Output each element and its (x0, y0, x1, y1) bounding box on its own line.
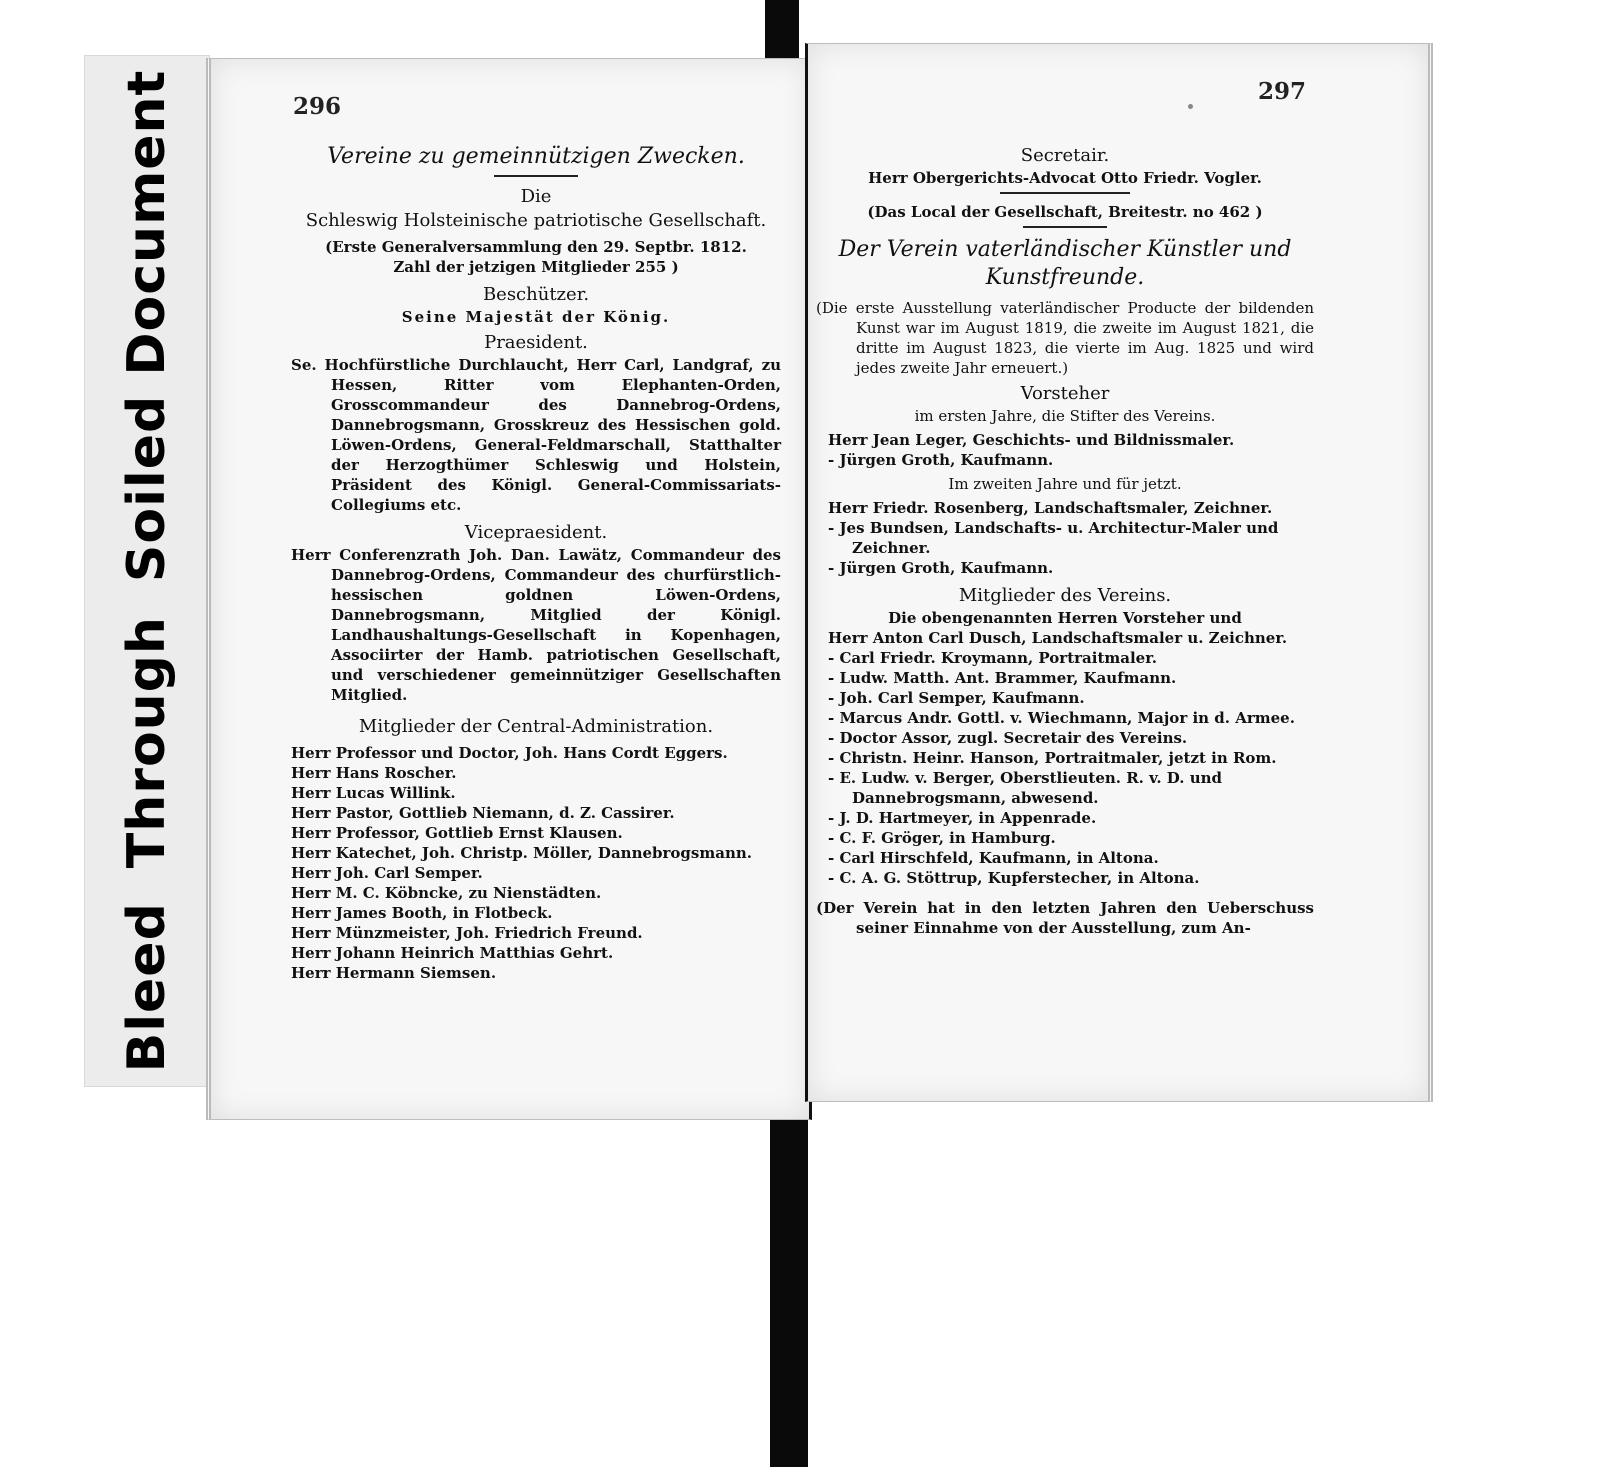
list-item: - Joh. Carl Semper, Kaufmann. (828, 689, 1085, 707)
margin-label-word-2: Through (117, 616, 177, 869)
right-page (805, 43, 1433, 1102)
list-item: - Marcus Andr. Gottl. v. Wiechmann, Major in d. Armee. (828, 709, 1295, 727)
margin-label-word-1: Bleed (117, 902, 177, 1073)
gutter-top-bar (765, 0, 799, 58)
list-item: - Christn. Heinr. Hanson, Portraitmaler, jetzt in Rom. (828, 749, 1277, 767)
list-item: Herr Katechet, Joh. Christp. Möller, Dannebrogsmann. (291, 844, 752, 862)
list-item: - J. D. Hartmeyer, in Appenrade. (828, 809, 1097, 827)
society-location: (Das Local der Gesellschaft, Breitestr. no 462 ) (867, 203, 1263, 221)
page-number-right: 297 (1257, 78, 1306, 105)
section-heading: Vereine zu gemeinnützigen Zwecken. (327, 144, 745, 169)
list-item: Herr Hans Roscher. (291, 764, 457, 782)
list-item: - Carl Hirschfeld, Kaufmann, in Altona. (828, 849, 1159, 867)
founding-line-2: Zahl der jetzigen Mitglieder 255 ) (393, 258, 679, 276)
list-item: Herr Anton Carl Dusch, Landschaftsmaler u. Zeichner. (828, 629, 1288, 647)
second-year-heading: Im zweiten Jahre und für jetzt. (948, 475, 1182, 493)
president-text: Se. Hochfürstliche Durchlaucht, Herr Carl, Landgraf, zu Hessen, Ritter vom Elephanten-Orden, Grosscommandeur des Dannebrog-Ordens, Dannebrogsmann, Grosskreuz des Hessischen gold. Löwen-Ordens, General-Feldmarschall, Statthalter der Herzogthümer Schleswig und Holstein, Präsident des Königl. General-Commissariats-Collegiums etc. (291, 356, 781, 514)
left-page (206, 58, 812, 1120)
closing-text: (Der Verein hat in den letzten Jahren den Ueberschuss seiner Einnahme von der Ausstellung, zum An- (816, 899, 1314, 937)
society-die: Die (520, 186, 552, 207)
list-item: Herr Pastor, Gottlieb Niemann, d. Z. Cassirer. (291, 804, 675, 822)
vorsteher-title: Vorsteher (1020, 383, 1110, 404)
list-item: Herr James Booth, in Flotbeck. (291, 904, 553, 922)
right-page-column (816, 144, 1314, 938)
list-item: Herr Lucas Willink. (291, 784, 456, 802)
members-title: Mitglieder des Vereins. (958, 585, 1172, 606)
margin-label (117, 70, 177, 1073)
left-page-column (291, 143, 781, 983)
list-item: - C. F. Gröger, in Hamburg. (828, 829, 1056, 847)
list-item: - C. A. G. Stöttrup, Kupferstecher, in Altona. (828, 869, 1200, 887)
list-item: - Jürgen Groth, Kaufmann. (828, 559, 1054, 577)
list-item: - Jürgen Groth, Kaufmann. (828, 451, 1054, 469)
secretary-rule (1000, 192, 1130, 194)
list-item: - Doctor Assor, zugl. Secretair des Vereins. (828, 729, 1188, 747)
central-members-list (291, 743, 781, 983)
members-intro: Die obengenannten Herren Vorsteher und (888, 609, 1242, 627)
second-year-members (816, 498, 1314, 578)
list-item: Herr Hermann Siemsen. (291, 964, 497, 982)
page-number-left: 296 (293, 93, 342, 120)
list-item: - E. Ludw. v. Berger, Oberstlieuten. R. v. D. und Dannebrogsmann, abwesend. (828, 769, 1222, 807)
margin-label-word-3: Soiled Document (117, 69, 177, 583)
location-rule (1023, 226, 1107, 228)
list-item: Herr Professor, Gottlieb Ernst Klausen. (291, 824, 623, 842)
vicepresident-title: Vicepraesident. (464, 522, 608, 543)
list-item: Herr Joh. Carl Semper. (291, 864, 483, 882)
heading-rule (494, 175, 578, 177)
central-administration-title: Mitglieder der Central-Administration. (358, 716, 714, 737)
vicepresident-text: Herr Conferenzrath Joh. Dan. Lawätz, Commandeur des Dannebrog-Ordens, Commandeur des churfürstlich-hessischen goldnen Löwen-Ordens, Dannebrogsmann, Mitglied der Königl. Landhaushaltungs-Gesellschaft in Kopenhagen, Associirter der Hamb. patriotischen Gesellschaft, und verschiedener gemeinnütziger Gesellschaften Mitglied. (291, 546, 781, 704)
page-speck (1188, 104, 1193, 109)
list-item: Herr M. C. Köbncke, zu Nienstädten. (291, 884, 602, 902)
list-item: Herr Jean Leger, Geschichts- und Bildnissmaler. (828, 431, 1235, 449)
protector-name: Seine Majestät der König. (401, 308, 671, 326)
secretary-name: Herr Obergerichts-Advocat Otto Friedr. Vogler. (868, 169, 1262, 187)
society-name: Schleswig Holsteinische patriotische Gesellschaft. (305, 210, 767, 231)
gutter-bottom-bar (770, 1098, 808, 1467)
verein-heading-line-2: Kunstfreunde. (985, 265, 1145, 290)
list-item: - Carl Friedr. Kroymann, Portraitmaler. (828, 649, 1157, 667)
margin-label-strip (84, 55, 210, 1087)
list-item: - Ludw. Matth. Ant. Brammer, Kaufmann. (828, 669, 1177, 687)
list-item: Herr Friedr. Rosenberg, Landschaftsmaler, Zeichner. (828, 499, 1273, 517)
list-item: Herr Münzmeister, Joh. Friedrich Freund. (291, 924, 643, 942)
exhibition-text: (Die erste Ausstellung vaterländischer Producte der bildenden Kunst war im August 1819, die zweite im August 1821, die dritte im August 1823, die vierte im Aug. 1825 und wird jedes zweite Jahr erneuert.) (816, 299, 1314, 377)
members-list (816, 628, 1314, 888)
president-title: Praesident. (484, 332, 588, 353)
founding-line-1: (Erste Generalversammlung den 29. Septbr. 1812. (325, 238, 747, 256)
first-year-heading: im ersten Jahre, die Stifter des Vereins. (914, 407, 1216, 425)
protector-title: Beschützer. (482, 284, 590, 305)
list-item: Herr Johann Heinrich Matthias Gehrt. (291, 944, 614, 962)
list-item: - Jes Bundsen, Landschafts- u. Architectur-Maler und Zeichner. (828, 519, 1279, 557)
verein-heading-line-1: Der Verein vaterländischer Künstler und (838, 237, 1292, 262)
list-item: Herr Professor und Doctor, Joh. Hans Cordt Eggers. (291, 744, 728, 762)
secretary-title: Secretair. (1020, 145, 1110, 166)
first-year-members (816, 430, 1314, 470)
